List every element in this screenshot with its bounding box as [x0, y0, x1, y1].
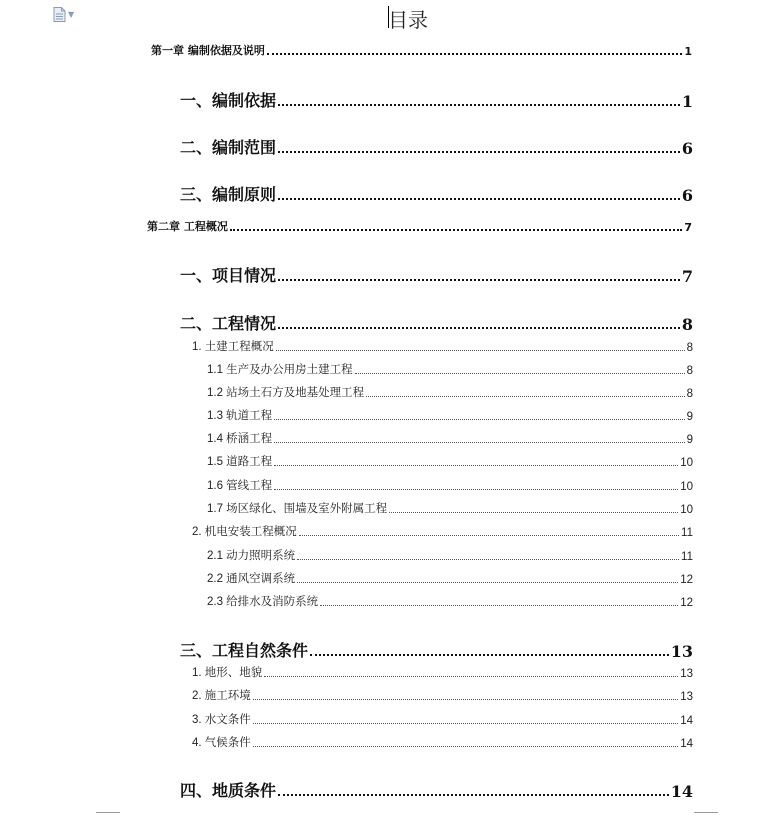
- toc-section[interactable]: [180, 311, 693, 334]
- dot-leader: [278, 794, 669, 796]
- toc-entry-text: 1.7 场区绿化、围墙及室外附属工程: [207, 503, 388, 515]
- toc-page-number: 13: [670, 642, 693, 661]
- dot-leader: [278, 104, 680, 106]
- toc-chapter[interactable]: [151, 42, 692, 58]
- toc-page-number: 1: [681, 92, 693, 111]
- toc-page-number: 10: [680, 457, 693, 469]
- toc-subitem[interactable]: [207, 430, 693, 446]
- toc-page-number: 7: [684, 221, 692, 234]
- toc-entry-text: 1.1 生产及办公用房土建工程: [207, 364, 353, 376]
- toc-section[interactable]: [180, 638, 693, 661]
- dot-leader: [274, 442, 684, 443]
- dot-leader: [253, 699, 678, 700]
- dot-leader: [278, 327, 680, 329]
- dot-leader: [320, 605, 678, 606]
- toc-subitem[interactable]: [207, 593, 693, 609]
- document-menu[interactable]: [53, 6, 79, 22]
- toc-entry-text: 2.2 通风空调系统: [207, 573, 296, 585]
- toc-page-number: 12: [680, 574, 693, 586]
- dot-leader: [299, 535, 679, 536]
- toc-page-number: 8: [686, 388, 693, 400]
- toc-title: 目录: [388, 8, 428, 32]
- dot-leader: [267, 53, 683, 55]
- toc-section[interactable]: [180, 135, 693, 158]
- toc-entry-text: 2. 机电安装工程概况: [192, 526, 297, 538]
- toc-entry-text: 第二章 工程概况: [147, 220, 228, 233]
- toc-page-number: 6: [681, 139, 693, 158]
- toc-page-number: 8: [686, 342, 693, 354]
- dot-leader: [253, 746, 678, 747]
- toc-item[interactable]: [192, 338, 693, 354]
- toc-page-number: 14: [670, 782, 693, 801]
- toc-page-number: 10: [680, 481, 693, 493]
- toc-entry-text: 1.2 站场土石方及地基处理工程: [207, 387, 365, 399]
- toc-entry-text: 三、工程自然条件: [180, 641, 309, 660]
- dot-leader: [230, 229, 683, 231]
- toc-item[interactable]: [192, 687, 693, 703]
- toc-entry-text: 4. 气候条件: [192, 737, 251, 749]
- toc-entry-text: 2.3 给排水及消防系统: [207, 596, 319, 608]
- toc-page-number: 6: [681, 186, 693, 205]
- toc-entry-text: 2.1 动力照明系统: [207, 550, 296, 562]
- toc-item[interactable]: [192, 711, 693, 727]
- toc-subitem[interactable]: [207, 453, 693, 469]
- dot-leader: [253, 723, 678, 724]
- toc-section[interactable]: [180, 778, 693, 801]
- toc-entry-text: 2. 施工环境: [192, 690, 251, 702]
- toc-section[interactable]: [180, 88, 693, 111]
- dot-leader: [355, 373, 685, 374]
- toc-entry-text: 四、地质条件: [180, 781, 277, 800]
- toc-page-number: 11: [681, 551, 693, 563]
- toc-subitem[interactable]: [207, 384, 693, 400]
- toc-entry-text: 二、编制范围: [180, 138, 277, 157]
- toc-entry-text: 三、编制原则: [180, 185, 277, 204]
- dot-leader: [276, 350, 685, 351]
- toc-page-number: 9: [686, 434, 693, 446]
- dot-leader: [297, 559, 679, 560]
- toc-page-number: 13: [680, 691, 693, 703]
- toc-subitem[interactable]: [207, 407, 693, 423]
- toc-entry-text: 一、项目情况: [180, 266, 277, 285]
- toc-entry-text: 1. 土建工程概况: [192, 341, 274, 353]
- page-corner-mark: [96, 812, 120, 813]
- dot-leader: [366, 396, 684, 397]
- dot-leader: [389, 512, 678, 513]
- toc-entry-text: 第一章 编制依据及说明: [151, 44, 265, 57]
- dot-leader: [278, 198, 680, 200]
- toc-item[interactable]: [192, 734, 693, 750]
- toc-entry-text: 二、工程情况: [180, 314, 277, 333]
- dot-leader: [274, 465, 678, 466]
- dot-leader: [278, 279, 680, 281]
- toc-page-number: 12: [680, 597, 693, 609]
- toc-chapter[interactable]: [147, 218, 692, 234]
- toc-page-number: 14: [680, 738, 693, 750]
- toc-entry-text: 3. 水文条件: [192, 714, 251, 726]
- toc-page-number: 14: [680, 715, 693, 727]
- toc-entry-text: 1. 地形、地貌: [192, 667, 263, 679]
- toc-section[interactable]: [180, 263, 693, 286]
- dot-leader: [310, 654, 669, 656]
- toc-page-number: 13: [680, 668, 693, 680]
- toc-subitem[interactable]: [207, 477, 693, 493]
- toc-item[interactable]: [192, 523, 693, 539]
- toc-subitem[interactable]: [207, 500, 693, 516]
- page-corner-mark: [694, 812, 718, 813]
- toc-subitem[interactable]: [207, 570, 693, 586]
- toc-entry-text: 1.4 桥涵工程: [207, 433, 273, 445]
- toc-page-number: 11: [681, 527, 693, 539]
- toc-entry-text: 1.5 道路工程: [207, 456, 273, 468]
- toc-section[interactable]: [180, 182, 693, 205]
- dot-leader: [297, 582, 678, 583]
- toc-entry-text: 1.3 轨道工程: [207, 410, 273, 422]
- toc-subitem[interactable]: [207, 361, 693, 377]
- toc-entry-text: 1.6 管线工程: [207, 480, 273, 492]
- toc-subitem[interactable]: [207, 547, 693, 563]
- toc-page-number: 7: [681, 267, 693, 286]
- dot-leader: [274, 489, 678, 490]
- dot-leader: [274, 419, 684, 420]
- dot-leader: [278, 151, 680, 153]
- document-icon: [53, 7, 66, 22]
- toc-page-number: 8: [681, 315, 693, 334]
- chevron-down-icon: ▼: [68, 9, 75, 19]
- toc-page-number: 9: [686, 411, 693, 423]
- toc-page-number: 1: [684, 45, 692, 58]
- toc-page-number: 8: [686, 365, 693, 377]
- toc-entry-text: 一、编制依据: [180, 91, 277, 110]
- dot-leader: [264, 676, 678, 677]
- toc-page-number: 10: [680, 504, 693, 516]
- toc-item[interactable]: [192, 664, 693, 680]
